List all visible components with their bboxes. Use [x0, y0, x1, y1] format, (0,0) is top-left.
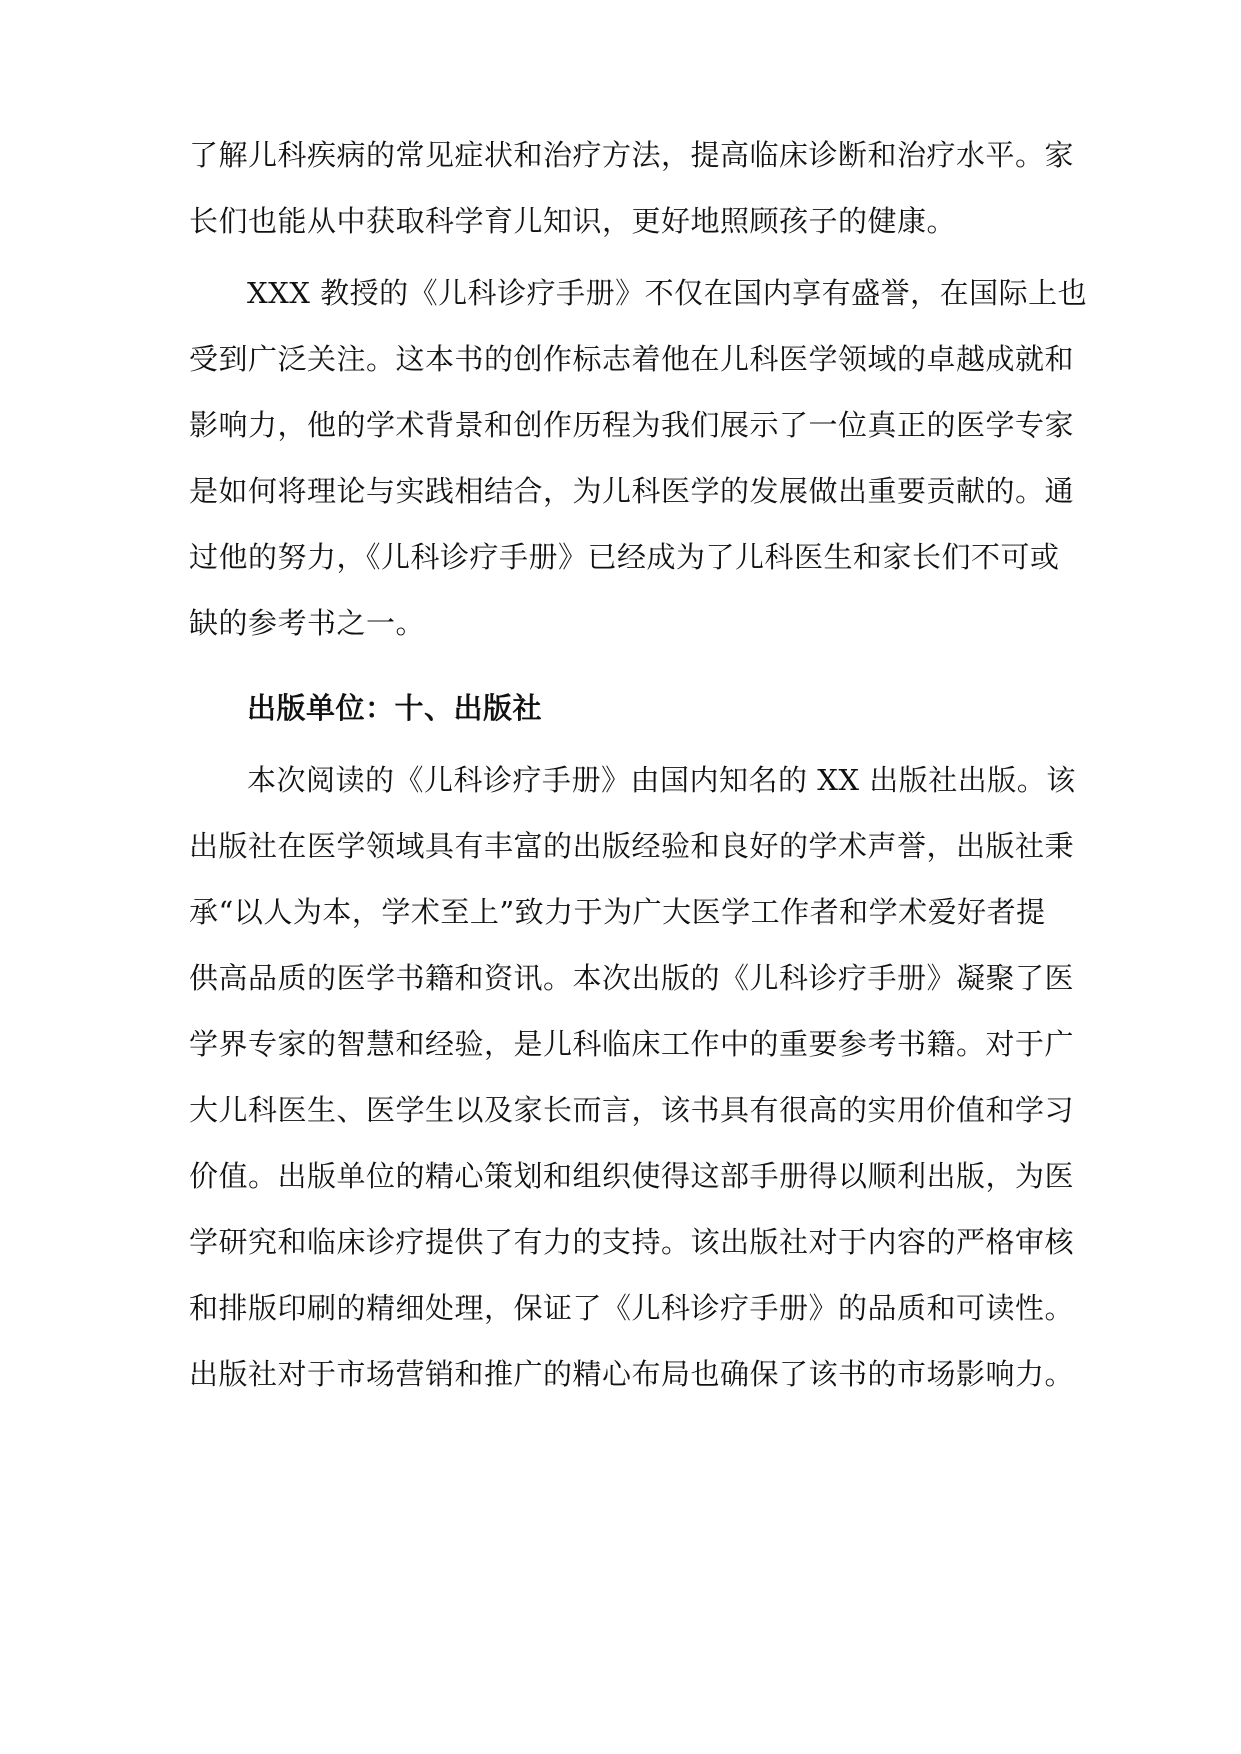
paragraph-1-line-1: 了解儿科疾病的常见症状和治疗方法，提高临床诊断和治疗水平。家 [189, 138, 1075, 172]
paragraph-3-line-10: 出版社对于市场营销和推广的精心布局也确保了该书的市场影响力。 [189, 1357, 1075, 1391]
paragraph-2-line-5: 过他的努力，《儿科诊疗手册》已经成为了儿科医生和家长们不可或 [189, 540, 1060, 574]
paragraph-3-line-8: 学研究和临床诊疗提供了有力的支持。该出版社对于内容的严格审核 [189, 1225, 1075, 1259]
paragraph-3-line-9: 和排版印刷的精细处理，保证了《儿科诊疗手册》的品质和可读性。 [189, 1291, 1075, 1325]
paragraph-2-line-1: XXX 教授的《儿科诊疗手册》不仅在国内享有盛誉，在国际上也 [247, 276, 1088, 310]
paragraph-2-line-6: 缺的参考书之一。 [189, 606, 426, 640]
paragraph-2-line-4: 是如何将理论与实践相结合，为儿科医学的发展做出重要贡献的。通 [189, 474, 1075, 508]
paragraph-3-line-5: 学界专家的智慧和经验，是儿科临床工作中的重要参考书籍。对于广 [189, 1027, 1075, 1061]
paragraph-3-line-2: 出版社在医学领域具有丰富的出版经验和良好的学术声誉，出版社秉 [189, 829, 1075, 863]
paragraph-3-line-3: 承“以人为本，学术至上”致力于为广大医学工作者和学术爱好者提 [189, 895, 1046, 929]
paragraph-3-line-6: 大儿科医生、医学生以及家长而言，该书具有很高的实用价值和学习 [189, 1093, 1075, 1127]
paragraph-2-line-2: 受到广泛关注。这本书的创作标志着他在儿科医学领域的卓越成就和 [189, 342, 1075, 376]
paragraph-1-line-2: 长们也能从中获取科学育儿知识，更好地照顾孩子的健康。 [189, 204, 957, 238]
paragraph-3-line-4: 供高品质的医学书籍和资讯。本次出版的《儿科诊疗手册》凝聚了医 [189, 961, 1075, 995]
paragraph-3-line-7: 价值。出版单位的精心策划和组织使得这部手册得以顺利出版，为医 [189, 1159, 1075, 1193]
paragraph-3-line-1: 本次阅读的《儿科诊疗手册》由国内知名的 XX 出版社出版。该 [247, 763, 1076, 797]
section-heading: 出版单位：十、出版社 [247, 691, 543, 725]
paragraph-2-line-3: 影响力，他的学术背景和创作历程为我们展示了一位真正的医学专家 [189, 408, 1075, 442]
